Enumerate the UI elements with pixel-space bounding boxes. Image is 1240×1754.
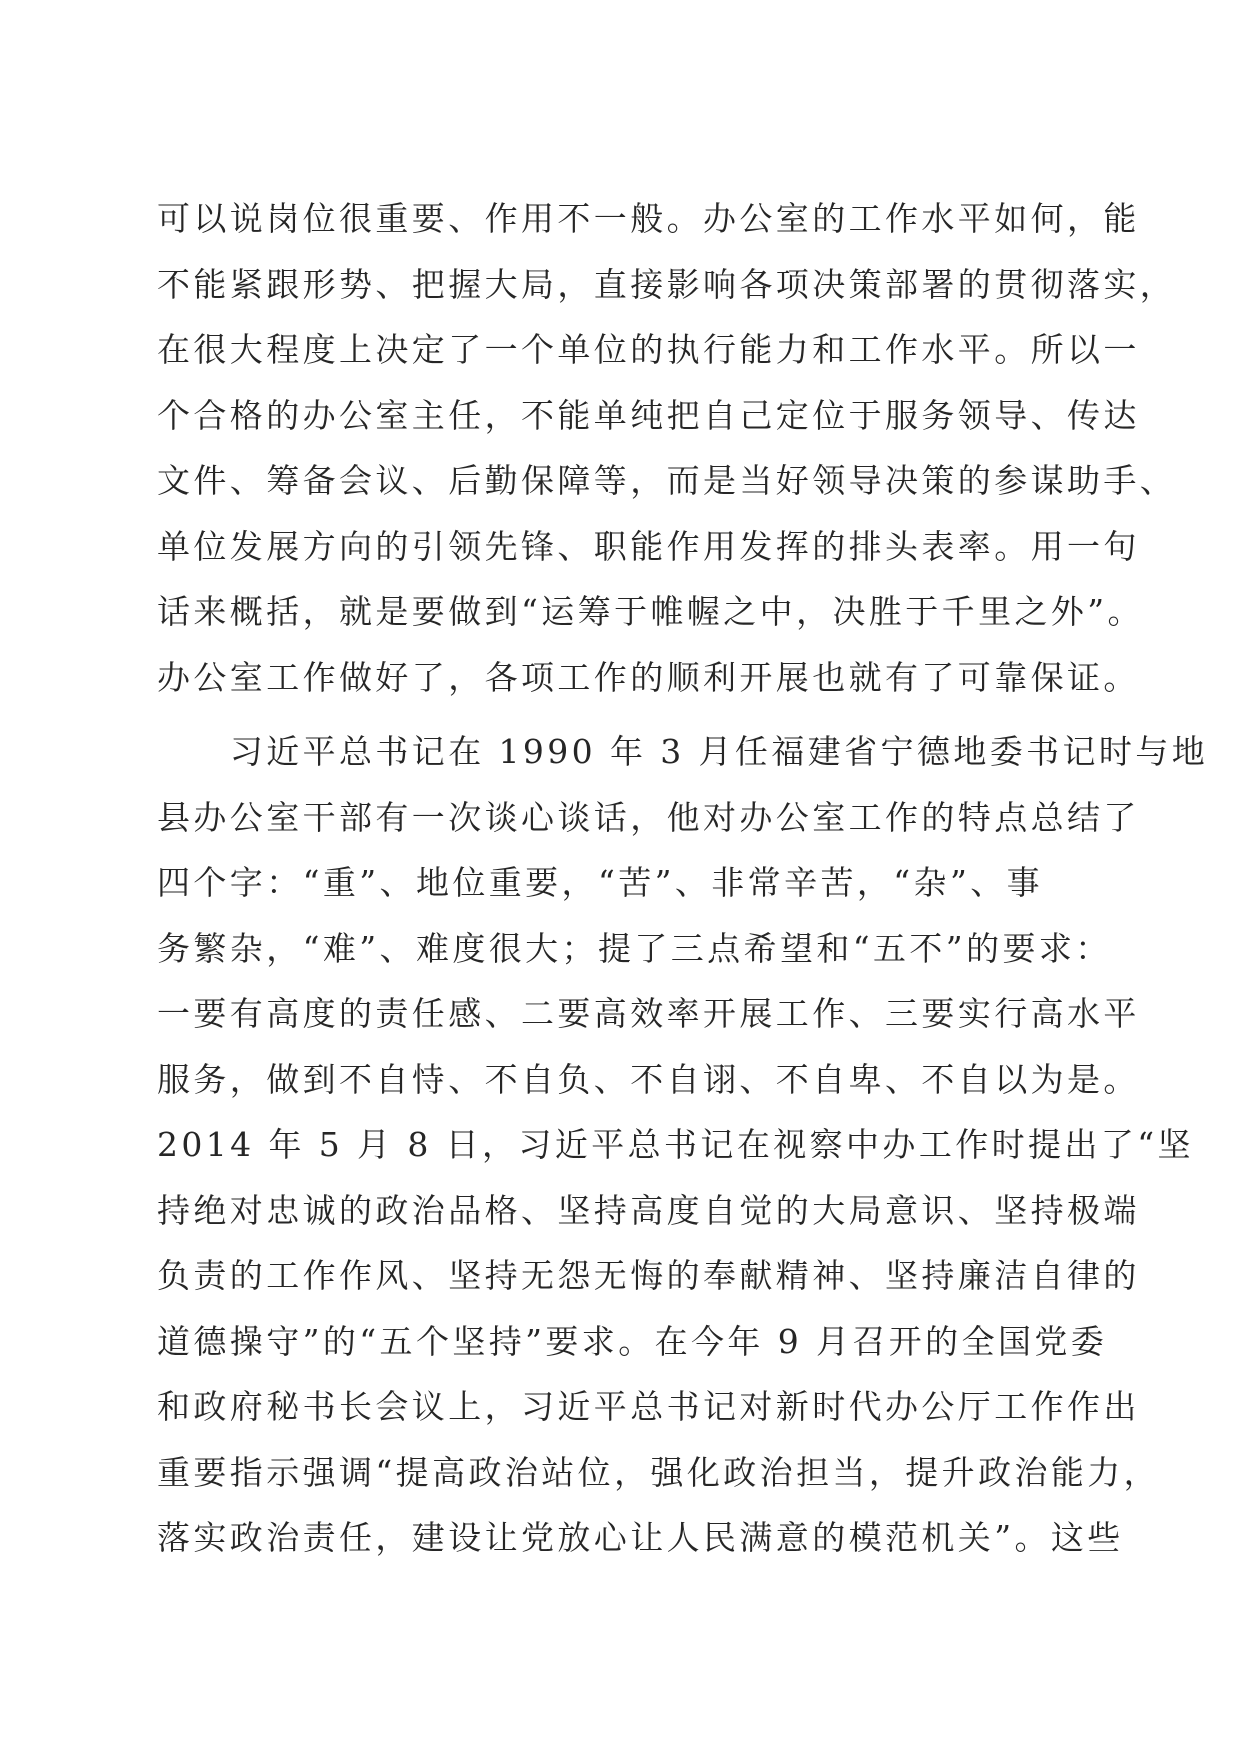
body-text [157,186,1209,1571]
paragraph-spacer [157,710,1097,719]
text-line: 重要指示强调“提高政治站位，强化政治担当，提升政治能力， [157,1452,1161,1492]
text-line: 在很大程度上决定了一个单位的执行能力和工作水平。所以一 [157,330,1140,369]
text-line: 和政府秘书长会议上，习近平总书记对新时代办公厅工作作出 [157,1387,1140,1426]
paragraph-1 [157,186,1177,710]
text-line: 道德操守”的“五个坚持”要求。在今年 9 月召开的全国党委 [157,1321,1108,1361]
text-line: 落实政治责任，建设让党放心让人民满意的模范机关”。这些 [157,1518,1124,1557]
text-line: 办公室工作做好了，各项工作的顺利开展也就有了可靠保证。 [157,657,1140,697]
text-line: 单位发展方向的引领先锋、职能作用发挥的排头表率。用一句 [157,526,1140,566]
text-line: 县办公室干部有一次谈心谈话，他对办公室工作的特点总结了 [157,797,1140,837]
text-line: 文件、筹备会议、后勤保障等，而是当好领导决策的参谋助手、 [157,461,1177,500]
text-line: 负责的工作作风、坚持无怨无悔的奉献精神、坚持廉洁自律的 [157,1256,1140,1295]
text-line: 2014 年 5 月 8 日，习近平总书记在视察中办工作时提出了“坚 [157,1125,1194,1164]
text-line: 一要有高度的责任感、二要高效率开展工作、三要实行高水平 [157,994,1140,1033]
text-line: 服务，做到不自恃、不自负、不自诩、不自卑、不自以为是。 [157,1059,1140,1099]
text-line: 可以说岗位很重要、作用不一般。办公室的工作水平如何，能 [157,199,1140,238]
text-line: 习近平总书记在 1990 年 3 月任福建省宁德地委书记时与地 [157,732,1209,771]
paragraph-2 [157,719,1209,1571]
text-line: 四个字：“重”、地位重要，“苦”、非常辛苦，“杂”、事 [157,863,1044,902]
text-line: 话来概括，就是要做到“运筹于帷幄之中，决胜于千里之外”。 [157,592,1144,631]
text-line: 务繁杂，“难”、难度很大；提了三点希望和“五不”的要求： [157,928,1112,968]
text-line: 个合格的办公室主任，不能单纯把自己定位于服务领导、传达 [157,395,1140,435]
text-line: 持绝对忠诚的政治品格、坚持高度自觉的大局意识、坚持极端 [157,1190,1140,1230]
text-line: 不能紧跟形势、把握大局，直接影响各项决策部署的贯彻落实， [157,264,1177,304]
